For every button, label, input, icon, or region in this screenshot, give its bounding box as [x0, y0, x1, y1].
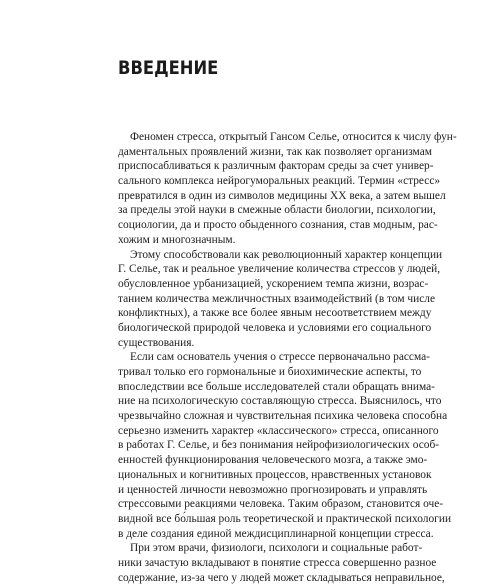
text-line: ние на психологическую составляющую стресса. Выяснилось, что: [118, 395, 442, 408]
body-text: [118, 130, 457, 585]
text-line: и ценностей личности невозможно прогнозировать и управлять: [118, 483, 428, 496]
text-line: социологии, да и просто обыденного сознания, став модным, рас-: [118, 219, 438, 232]
text-line: Г. Селье, так и реальное увеличение количества стрессов у людей,: [118, 263, 441, 276]
text-line: стрессовыми реакциями человека. Таким образом, становится оче-: [118, 498, 444, 511]
text-line: содержание, из-за чего у людей может складываться неправильное,: [118, 571, 445, 584]
text-line: приспосабливаться к различным факторам среды за счет универ-: [118, 160, 434, 173]
text-line: впоследствии все больше исследователей стали обращать внима-: [118, 380, 435, 393]
chapter-heading: ВВЕДЕНИЕ: [118, 57, 219, 79]
text-line: за пределы этой науки в смежные области биологии, психологии,: [118, 204, 436, 217]
text-line: обусловленное урбанизацией, ускорением темпа жизни, возрас-: [118, 277, 429, 290]
text-line: конфликтных), а также все более явным несоответствием между: [118, 307, 432, 320]
text-line: в деле создания единой междисциплинарной концепции стресса.: [118, 527, 434, 540]
text-line: Этому способствовали как революционный характер концепции: [130, 248, 443, 261]
text-line: сального комплекса нейрогуморальных реакций. Термин «стресс»: [118, 175, 441, 188]
text-line: превратился в один из символов медицины XX века, а затем вышел: [118, 189, 446, 202]
text-line: танием количества межличностных взаимодействий (в том числе: [118, 292, 436, 305]
text-line: Феномен стресса, открытый Гансом Селье, относится к числу фун-: [130, 131, 457, 143]
text-line: ники зачастую вкладывают в понятие стресса совершенно разное: [118, 556, 437, 569]
text-line: чрезвычайно сложная и чувствительная психика человека способна: [118, 410, 448, 423]
text-line: существования.: [118, 336, 195, 349]
text-line: даментальных проявлений жизни, так как позволяет организмам: [118, 145, 432, 158]
text-line: серьезно изменить характер «классического» стресса, описанного: [118, 424, 439, 437]
text-line: При этом врачи, физиологи, психологи и социальные работ-: [130, 542, 423, 555]
text-line: Если сам основатель учения о стрессе первоначально рассма-: [130, 351, 430, 364]
text-line: видной все бо́льшая роль теоретической и практической психологии: [118, 512, 452, 525]
text-line: в работах Г. Селье, и без понимания нейрофизиологических особ-: [118, 439, 440, 452]
text-line: биологической природой человека и условиями его социального: [118, 321, 432, 334]
text-line: хожим и многозначным.: [118, 233, 236, 246]
text-line: енностей функционирования человеческого мозга, а также эмо-: [118, 454, 428, 467]
text-line: циональных и когнитивных процессов, нравственных установок: [118, 468, 432, 481]
text-line: тривал только его гормональные и биохимические аспекты, то: [118, 366, 422, 378]
